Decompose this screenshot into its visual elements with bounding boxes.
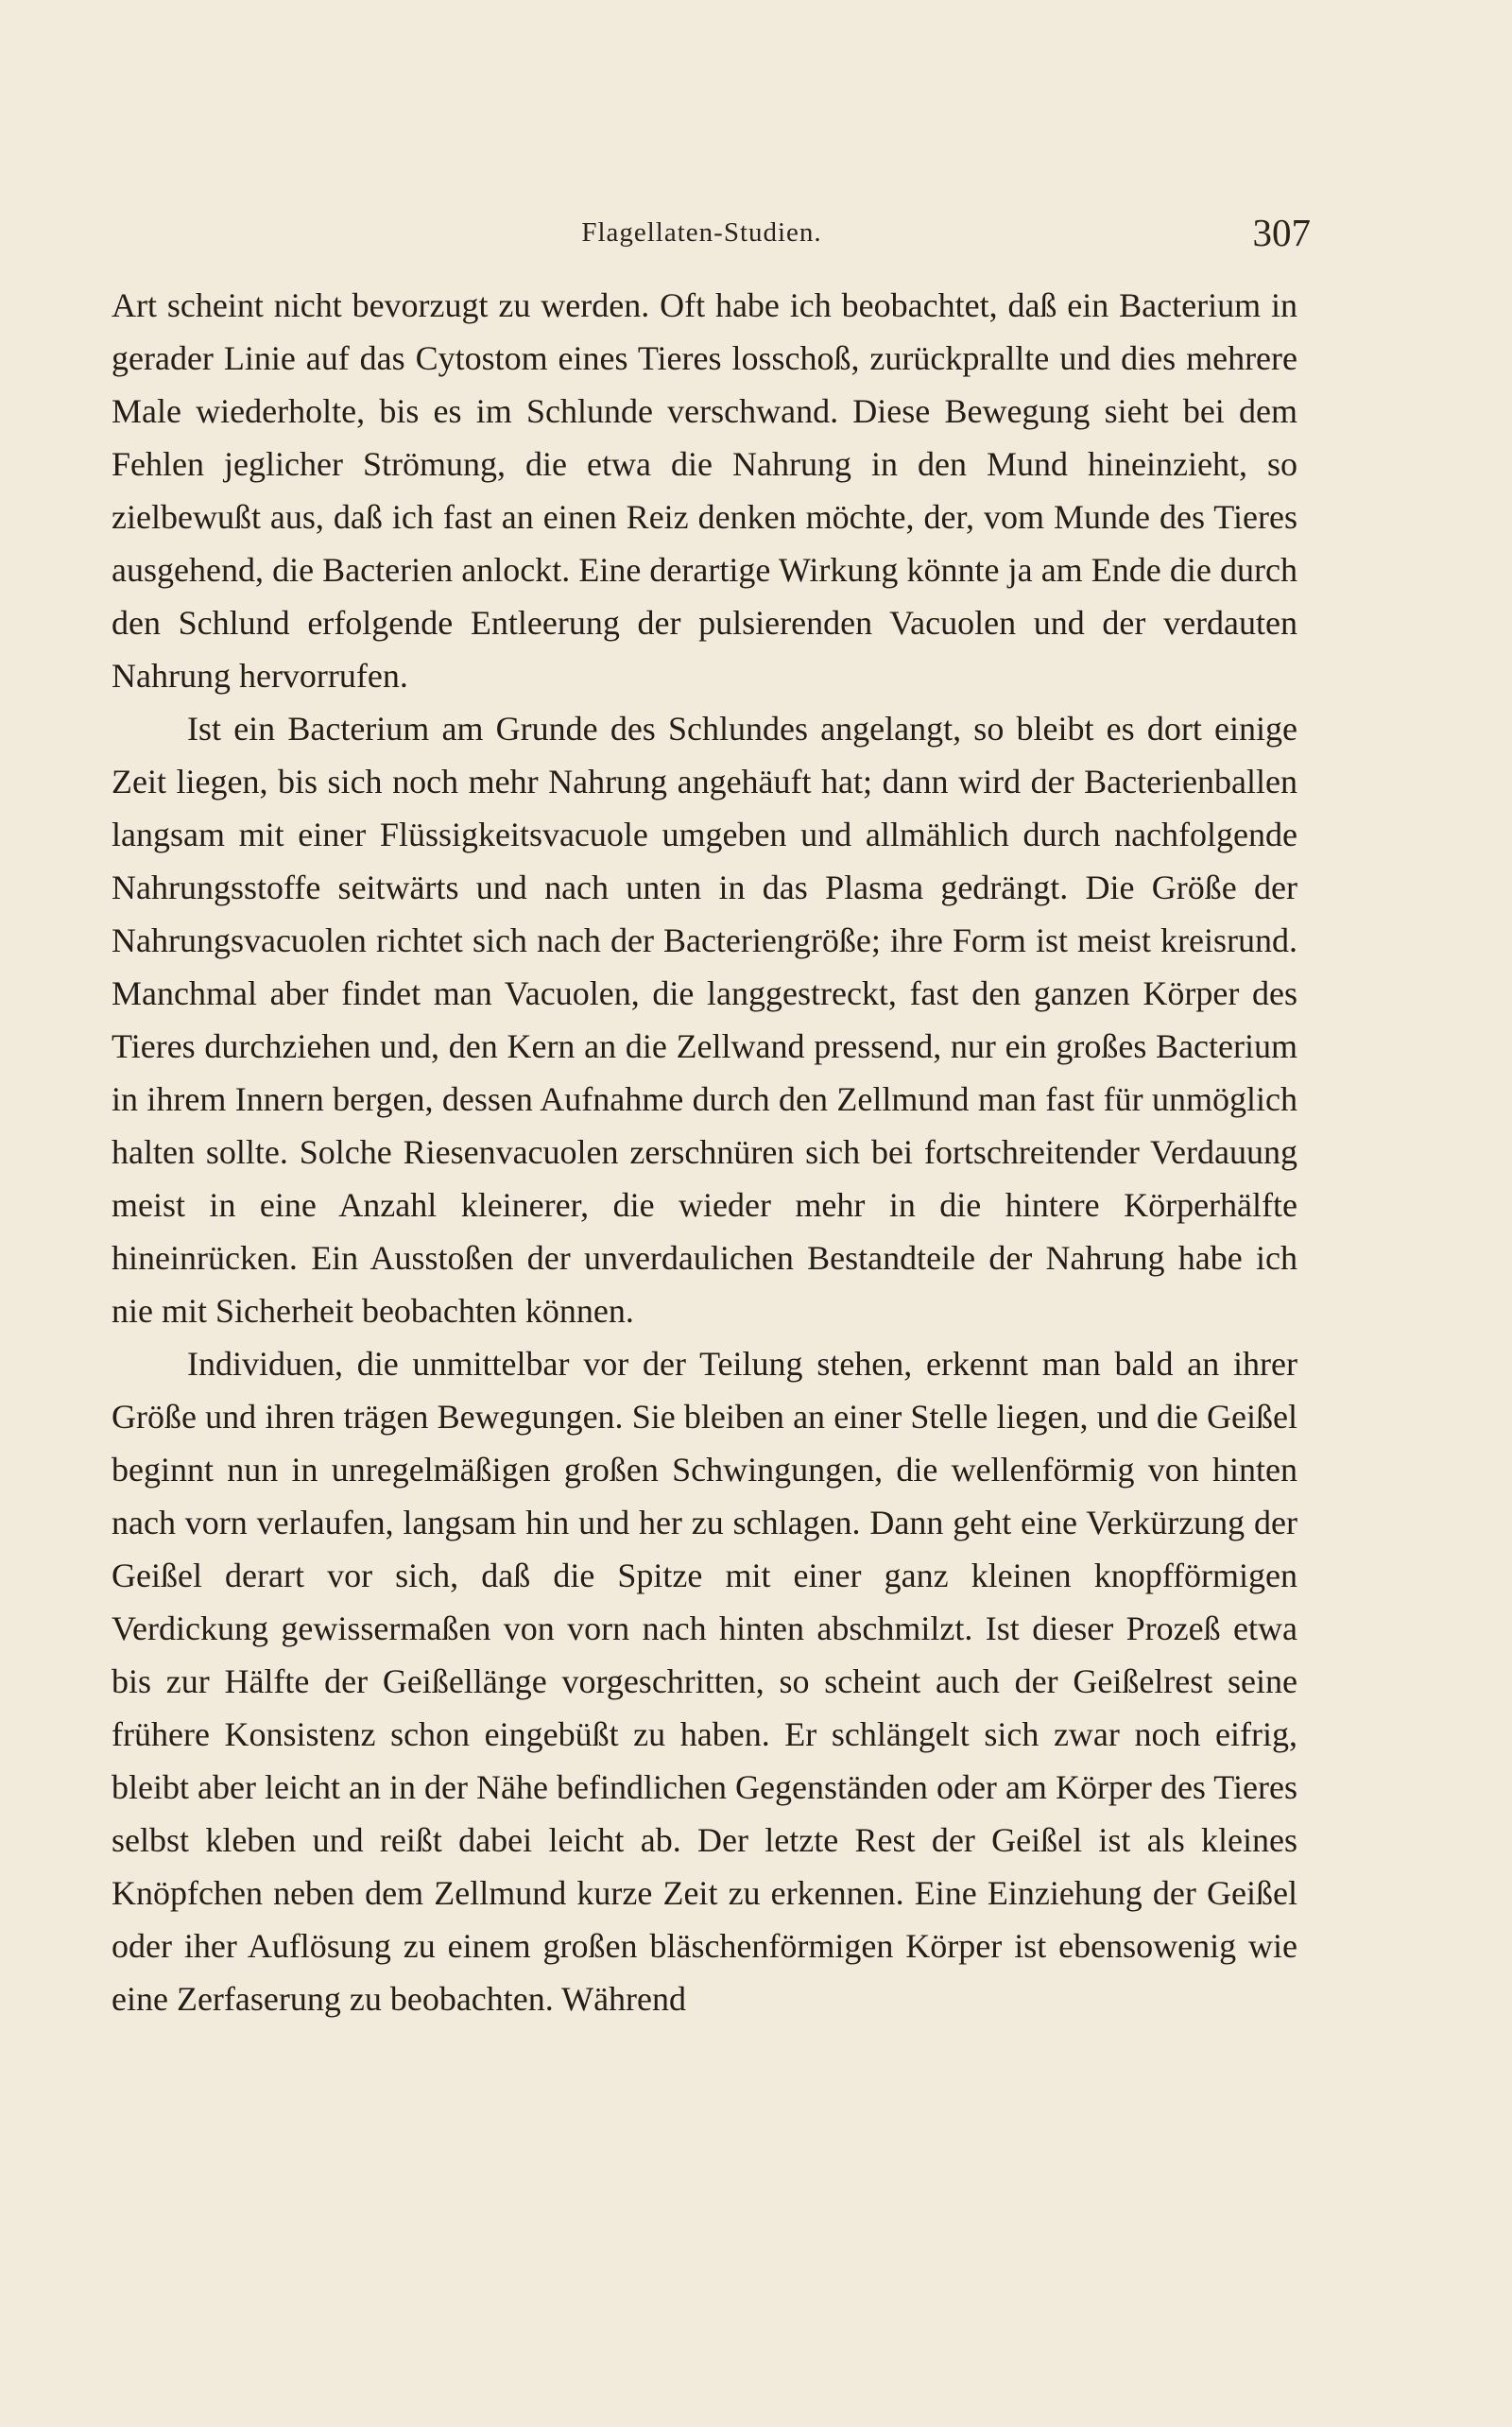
running-title: Flagellaten-Studien.: [581, 217, 822, 248]
page-header: [104, 210, 1311, 267]
body-text: [112, 279, 1297, 2025]
paragraph-2: Ist ein Bacterium am Grunde des Schlundes angelangt, so bleibt es dort einige Zeit liegen, bis sich noch mehr Nahrung angehäuft hat; dann wird der Bacterienballen langsam mit einer Flüssigkeitsvacuole umgeben und allmählich durch nachfolgende Nahrungsstoffe seitwärts und nach unten in das Plasma gedrängt. Die Größe der Nahrungsvacuolen richtet sich nach der Bacteriengröße; ihre Form ist meist kreisrund. Manchmal aber findet man Vacuolen, die langgestreckt, fast den ganzen Körper des Tieres durchziehen und, den Kern an die Zellwand pressend, nur ein großes Bacterium in ihrem Innern bergen, dessen Aufnahme durch den Zellmund man fast für unmöglich halten sollte. Solche Riesenvacuolen zerschnüren sich bei fortschreitender Verdauung meist in eine Anzahl kleinerer, die wieder mehr in die hintere Körperhälfte hineinrücken. Ein Ausstoßen der unverdaulichen Bestandteile der Nahrung habe ich nie mit Sicherheit beobachten können.: [112, 710, 1297, 1330]
page-number: 307: [1252, 211, 1311, 254]
paragraph-1: Art scheint nicht bevorzugt zu werden. Oft habe ich beobachtet, daß ein Bacterium in gerader Linie auf das Cytostom eines Tieres losschoß, zurückprallte und dies mehrere Male wiederholte, bis es im Schlunde verschwand. Diese Bewegung sieht bei dem Fehlen jeglicher Strömung, die etwa die Nahrung in den Mund hineinzieht, so zielbewußt aus, daß ich fast an einen Reiz denken möchte, der, vom Munde des Tieres ausgehend, die Bacterien anlockt. Eine derartige Wirkung könnte ja am Ende die durch den Schlund erfolgende Entleerung der pulsierenden Vacuolen und der verdauten Nahrung hervorrufen.: [112, 286, 1297, 695]
paragraph-3: Individuen, die unmittelbar vor der Teilung stehen, erkennt man bald an ihrer Größe und ihren trägen Bewegungen. Sie bleiben an einer Stelle liegen, und die Geißel beginnt nun in unregelmäßigen großen Schwingungen, die wellenförmig von hinten nach vorn verlaufen, langsam hin und her zu schlagen. Dann geht eine Verkürzung der Geißel derart vor sich, daß die Spitze mit einer ganz kleinen knopfförmigen Verdickung gewissermaßen von vorn nach hinten abschmilzt. Ist dieser Prozeß etwa bis zur Hälfte der Geißellänge vorgeschritten, so scheint auch der Geißelrest seine frühere Konsistenz schon eingebüßt zu haben. Er schlängelt sich zwar noch eifrig, bleibt aber leicht an in der Nähe befindlichen Gegenständen oder am Körper des Tieres selbst kleben und reißt dabei leicht ab. Der letzte Rest der Geißel ist als kleines Knöpfchen neben dem Zellmund kurze Zeit zu erkennen. Eine Einziehung der Geißel oder iher Auflösung zu einem großen bläschenförmigen Körper ist ebensowenig wie eine Zerfaserung zu beobachten. Während: [112, 1345, 1297, 2018]
